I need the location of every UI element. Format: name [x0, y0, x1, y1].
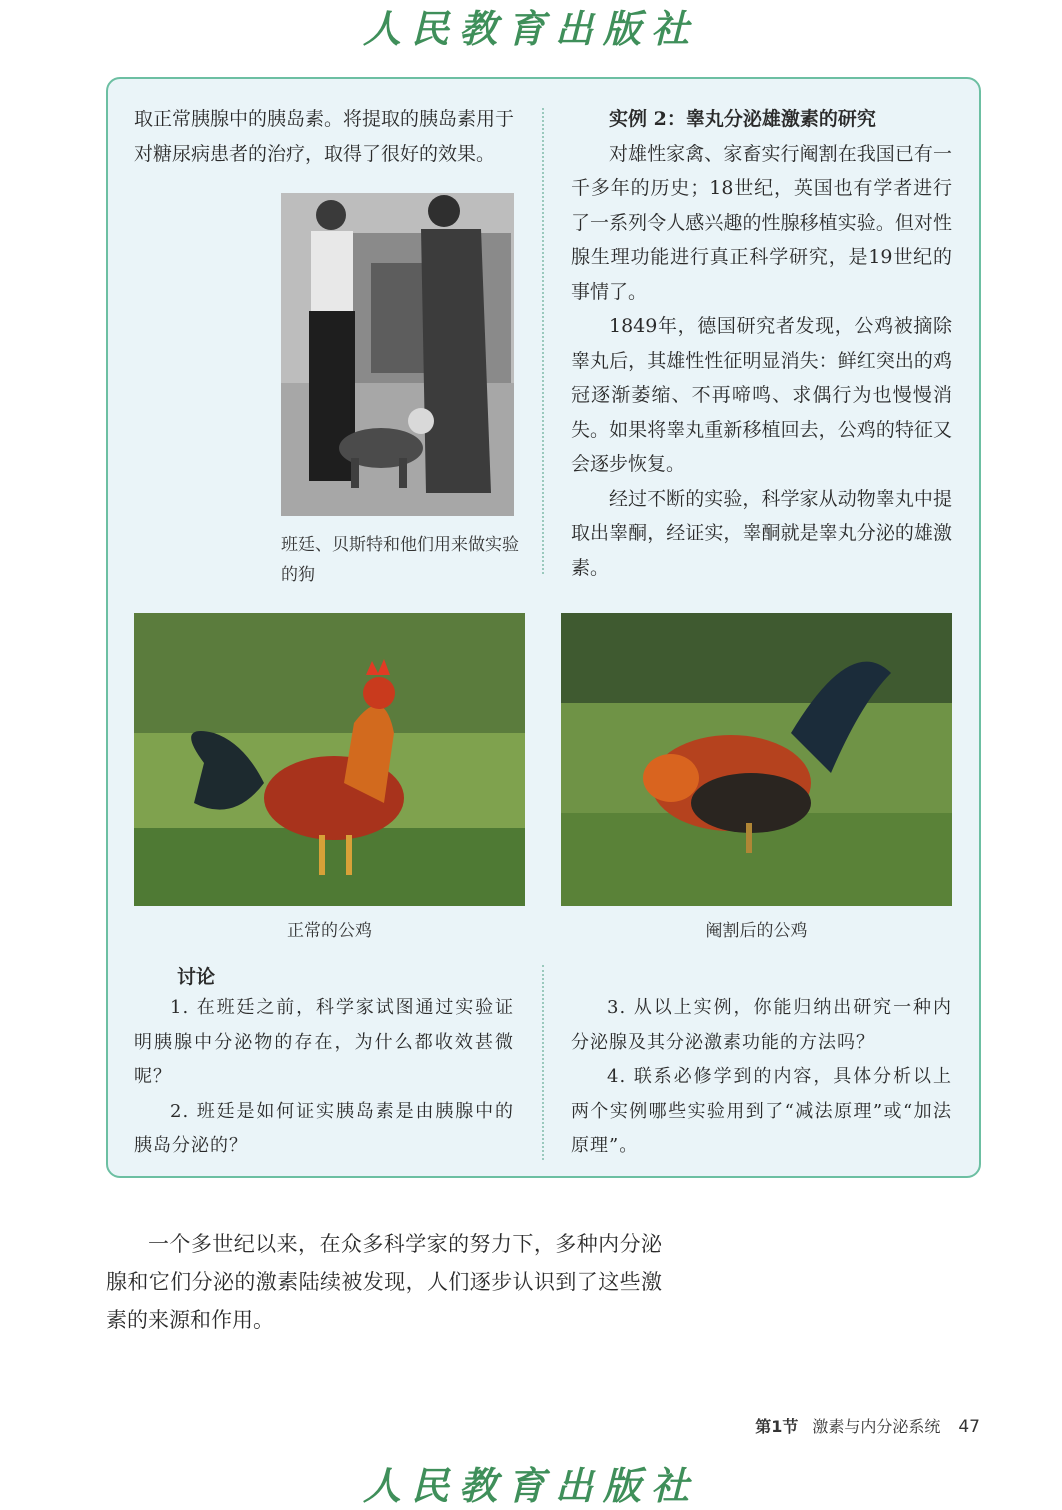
discussion-question: 4. 联系必修学到的内容，具体分析以上两个实例哪些实验用到了“减法原理”或“加法原理”。: [571, 1066, 952, 1156]
case2-paragraph: 经过不断的实验，科学家从动物睾丸中提取出睾酮，经证实，睾酮就是睾丸分泌的雄激素。: [571, 487, 952, 579]
publisher-watermark: 人民教育出版社: [362, 6, 699, 51]
discussion-question: 3. 从以上实例，你能归纳出研究一种内分泌腺及其分泌激素功能的方法吗？: [571, 997, 952, 1053]
page-number: 47: [958, 1417, 980, 1437]
discussion-question: 2. 班廷是如何证实胰岛素是由胰腺中的胰岛分泌的？: [134, 1100, 514, 1156]
section-title: 激素与内分泌系统: [812, 1417, 941, 1436]
case2-title: 实例 2：睾丸分泌雄激素的研究: [609, 108, 876, 130]
discussion-left: [134, 991, 514, 1164]
discussion-question: 1. 在班廷之前，科学家试图通过实验证明胰腺中分泌物的存在，为什么都收效甚微呢？: [134, 997, 514, 1087]
normal-rooster-photo: [134, 613, 525, 906]
case2-section: [571, 102, 952, 585]
column-divider: [542, 108, 544, 574]
body-paragraph: 一个多世纪以来，在众多科学家的努力下，多种内分泌腺和它们分泌的激素陆续被发现，人们逐步认识到了这些激素的来源和作用。: [106, 1232, 662, 1332]
publisher-watermark: 人民教育出版社: [362, 1463, 699, 1508]
case2-paragraph: 1849年，德国研究者发现，公鸡被摘除睾丸后，其雄性性征明显消失：鲜红突出的鸡冠逐渐萎缩、不再啼鸣、求偶行为也慢慢消失。如果将睾丸重新移植回去，公鸡的特征又会逐步恢复。: [571, 315, 952, 475]
main-body-text: [106, 1225, 662, 1339]
discussion-right: [571, 991, 952, 1164]
photo-caption: 班廷、贝斯特和他们用来做实验的狗: [281, 535, 519, 585]
page-footer: [755, 1414, 980, 1437]
discussion-title: 讨论: [177, 966, 216, 988]
insulin-result-paragraph: 取正常胰腺中的胰岛素。将提取的胰岛素用于对糖尿病患者的治疗，取得了很好的效果。: [134, 108, 515, 165]
left-intro-text: [134, 102, 514, 171]
section-number: 第1节: [755, 1417, 799, 1436]
banting-best-dog-photo: [281, 193, 514, 516]
column-divider: [542, 965, 544, 1160]
case2-paragraph: 对雄性家禽、家畜实行阉割在我国已有一千多年的历史；18世纪，英国也有学者进行了一系列令人感兴趣的性腺移植实验。但对性腺生理功能进行真正科学研究，是19世纪的事情了。: [571, 142, 952, 303]
castrated-rooster-photo: [561, 613, 952, 906]
photo-caption: 阉割后的公鸡: [705, 921, 808, 941]
photo-caption: 正常的公鸡: [287, 921, 372, 941]
